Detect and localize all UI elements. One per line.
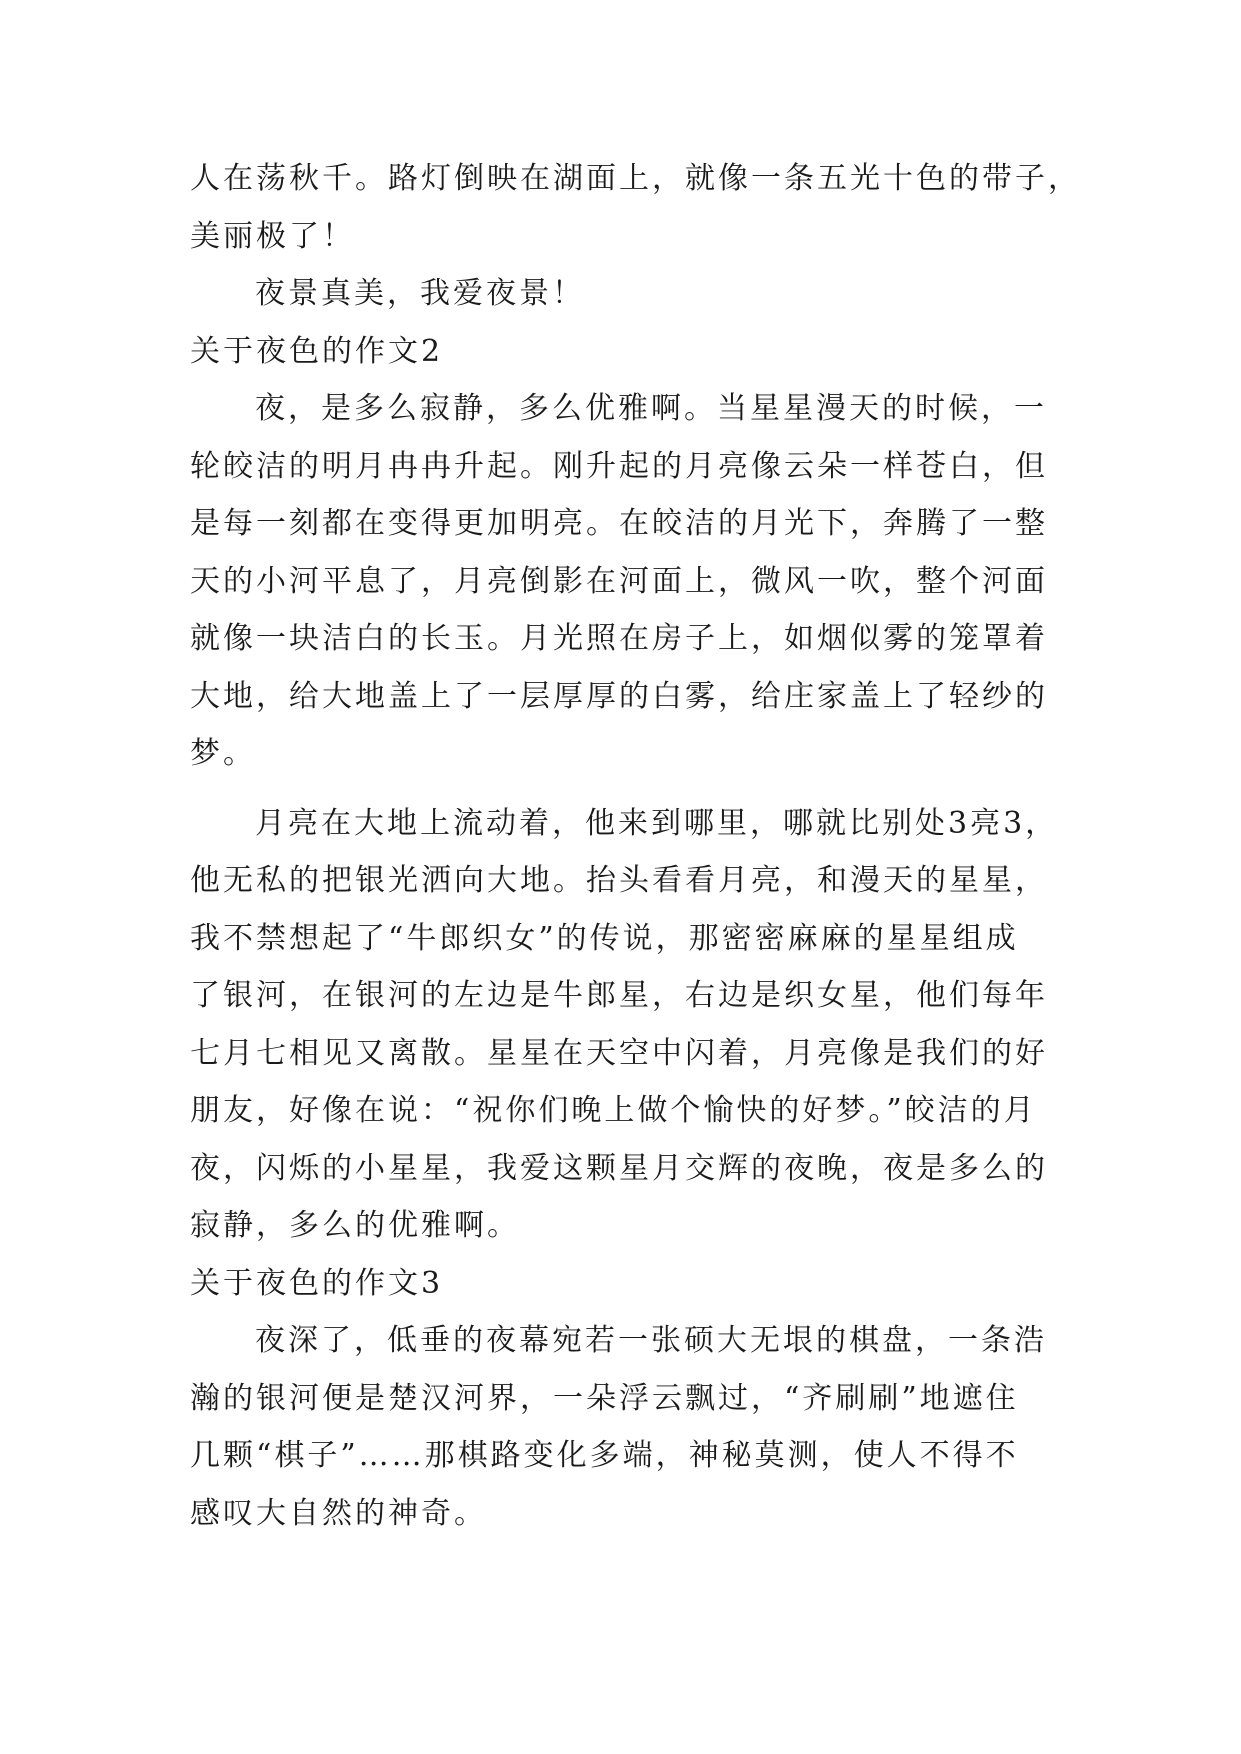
paragraph-gap: [190, 783, 1050, 795]
text-line: 美丽极了！: [190, 218, 355, 254]
paragraph: [190, 265, 1050, 323]
heading-text: 关于夜色的作文2: [190, 333, 444, 369]
paragraph: [190, 795, 1059, 1255]
text-line: 我不禁想起了“牛郎织女”的传说，那密密麻麻的星星组成: [190, 920, 1019, 956]
text-line: 梦。: [190, 736, 256, 771]
text-line: 就像一块洁白的长玉。月光照在房子上，如烟似雾的笼罩着: [190, 621, 1048, 656]
text-line: 大地，给大地盖上了一层厚厚的白雾，给庄家盖上了轻纱的: [190, 678, 1048, 714]
text-line: 寂静，多么的优雅啊。: [190, 1208, 520, 1243]
heading-text: 关于夜色的作文3: [190, 1265, 444, 1301]
section-heading: [190, 323, 1050, 381]
text-line: 是每一刻都在变得更加明亮。在皎洁的月光下，奔腾了一整: [190, 506, 1048, 541]
text-line: 轮皎洁的明月冉冉升起。刚升起的月亮像云朵一样苍白，但: [190, 448, 1048, 484]
text-line: 七月七相见又离散。星星在天空中闪着，月亮像是我们的好: [190, 1035, 1048, 1071]
text-line: 朋友，好像在说：“祝你们晚上做个愉快的好梦。”皎洁的月: [190, 1093, 1037, 1128]
paragraph: [190, 1312, 1050, 1542]
text-line: 天的小河平息了，月亮倒影在河面上，微风一吹，整个河面: [190, 563, 1048, 599]
text-line: 人在荡秋千。路灯倒映在湖面上，就像一条五光十色的带子，: [190, 161, 1081, 196]
text-line: 感叹大自然的神奇。: [190, 1495, 487, 1531]
document-body: [190, 150, 1081, 1542]
text-line: 了银河，在银河的左边是牛郎星，右边是织女星，他们每年: [190, 978, 1048, 1013]
text-line: 几颗“棋子”……那棋路变化多端，神秘莫测，使人不得不: [190, 1438, 1019, 1473]
text-line: 夜深了，低垂的夜幕宛若一张硕大无垠的棋盘，一条浩: [255, 1323, 1047, 1358]
text-line: 夜，闪烁的小星星，我爱这颗星月交辉的夜晚，夜是多么的: [190, 1150, 1048, 1186]
section-heading: [190, 1255, 1050, 1313]
text-line: 夜，是多么寂静，多么优雅啊。当星星漫天的时候，一: [255, 391, 1047, 426]
paragraph: [190, 380, 1050, 783]
text-line: 月亮在大地上流动着，他来到哪里，哪就比别处3亮3，: [255, 805, 1059, 841]
paragraph: [190, 150, 1081, 265]
text-line: 夜景真美，我爱夜景！: [255, 276, 585, 311]
text-line: 他无私的把银光洒向大地。抬头看看月亮，和漫天的星星，: [190, 863, 1048, 898]
text-line: 瀚的银河便是楚汉河界，一朵浮云飘过，“齐刷刷”地遮住: [190, 1380, 1019, 1416]
